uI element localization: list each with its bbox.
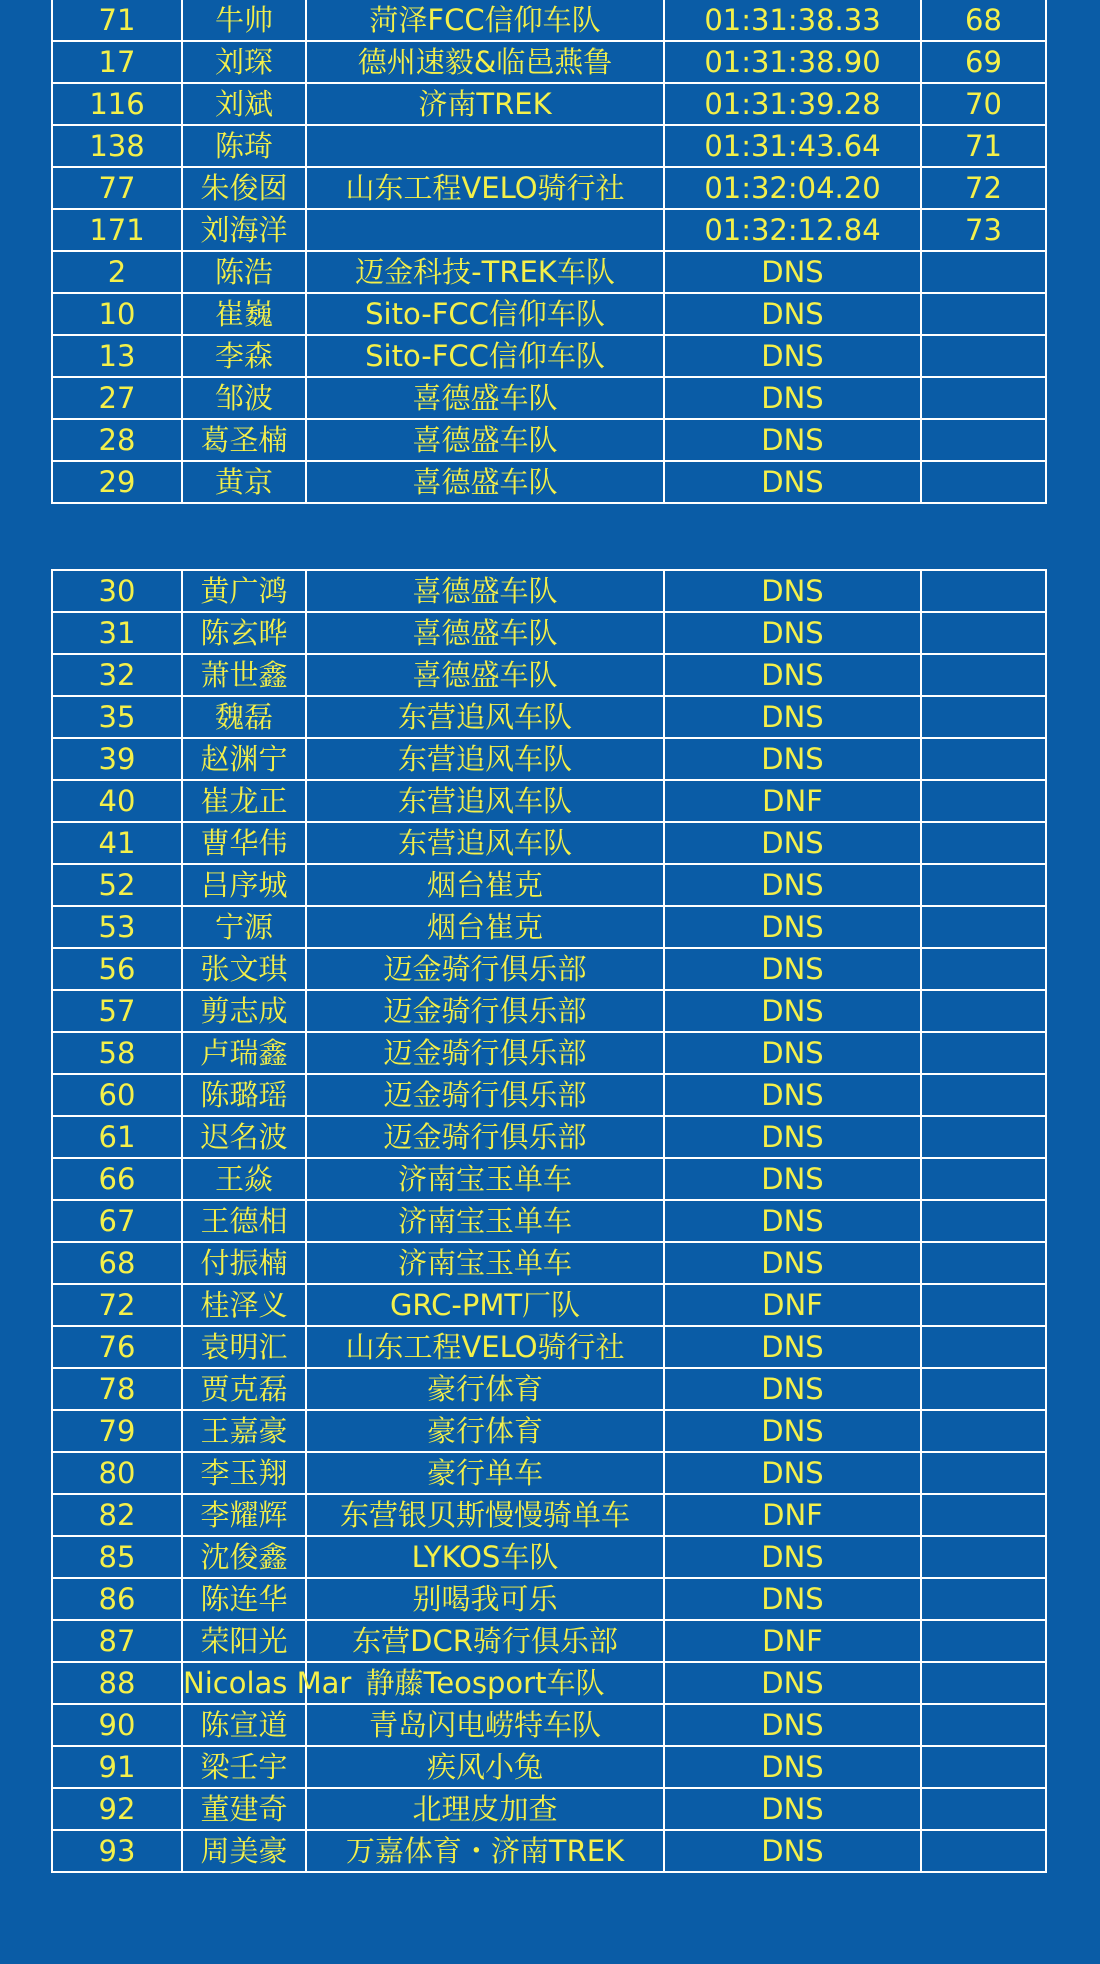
- bib-number-cell: 80: [52, 1452, 182, 1494]
- table-row: [52, 1620, 1046, 1662]
- rider-name-cell: 黄广鸿: [182, 570, 306, 612]
- bib-number-cell: 85: [52, 1536, 182, 1578]
- finish-time-cell: DNF: [664, 780, 921, 822]
- rider-name-cell: 桂泽义: [182, 1284, 306, 1326]
- bib-number-cell: 13: [52, 335, 182, 377]
- table-row: [52, 696, 1046, 738]
- team-name-cell: 山东工程VELO骑行社: [306, 167, 664, 209]
- table-row: [52, 822, 1046, 864]
- rank-cell: [921, 1578, 1046, 1620]
- team-name-cell: 豪行单车: [306, 1452, 664, 1494]
- table-row: [52, 1536, 1046, 1578]
- bib-number-cell: 27: [52, 377, 182, 419]
- bib-number-cell: 79: [52, 1410, 182, 1452]
- team-name-cell: [306, 209, 664, 251]
- bib-number-cell: 41: [52, 822, 182, 864]
- finish-time-cell: DNS: [664, 1242, 921, 1284]
- table-row: [52, 1326, 1046, 1368]
- bib-number-cell: 68: [52, 1242, 182, 1284]
- rider-name-cell: 李耀辉: [182, 1494, 306, 1536]
- finish-time-cell: 01:31:39.28: [664, 83, 921, 125]
- finish-time-cell: DNS: [664, 335, 921, 377]
- rider-name-cell: 宁源: [182, 906, 306, 948]
- rider-name-cell: 魏磊: [182, 696, 306, 738]
- finish-time-cell: 01:32:04.20: [664, 167, 921, 209]
- rank-cell: [921, 1662, 1046, 1704]
- finish-time-cell: DNS: [664, 1788, 921, 1830]
- team-name-cell: 喜德盛车队: [306, 570, 664, 612]
- table-row: [52, 1704, 1046, 1746]
- table-row: [52, 41, 1046, 83]
- bib-number-cell: 76: [52, 1326, 182, 1368]
- rank-cell: [921, 948, 1046, 990]
- table-row: [52, 293, 1046, 335]
- rider-name-cell: 梁壬宇: [182, 1746, 306, 1788]
- finish-time-cell: DNS: [664, 1032, 921, 1074]
- rider-name-cell: 王焱: [182, 1158, 306, 1200]
- team-name-cell: 青岛闪电崂特车队: [306, 1704, 664, 1746]
- team-name-cell: 迈金骑行俱乐部: [306, 1032, 664, 1074]
- rank-cell: [921, 251, 1046, 293]
- rider-name-cell: 吕序城: [182, 864, 306, 906]
- team-name-cell: 东营追风车队: [306, 780, 664, 822]
- rank-cell: [921, 1746, 1046, 1788]
- rider-name-cell: Nicolas Mar: [182, 1662, 306, 1704]
- team-name-cell: 东营追风车队: [306, 696, 664, 738]
- team-name-cell: 济南宝玉单车: [306, 1242, 664, 1284]
- rank-cell: [921, 377, 1046, 419]
- finish-time-cell: DNS: [664, 864, 921, 906]
- finish-time-cell: DNS: [664, 822, 921, 864]
- table-row: [52, 738, 1046, 780]
- bib-number-cell: 32: [52, 654, 182, 696]
- rank-cell: [921, 1410, 1046, 1452]
- finish-time-cell: DNS: [664, 1116, 921, 1158]
- rank-cell: [921, 906, 1046, 948]
- finish-time-cell: DNS: [664, 1746, 921, 1788]
- finish-time-cell: DNS: [664, 1158, 921, 1200]
- finish-time-cell: DNF: [664, 1620, 921, 1662]
- rider-name-cell: 崔巍: [182, 293, 306, 335]
- team-name-cell: GRC-PMT厂队: [306, 1284, 664, 1326]
- rank-cell: 69: [921, 41, 1046, 83]
- finish-time-cell: DNS: [664, 251, 921, 293]
- bib-number-cell: 67: [52, 1200, 182, 1242]
- rider-name-cell: 崔龙正: [182, 780, 306, 822]
- finish-time-cell: DNS: [664, 293, 921, 335]
- rider-name-cell: 赵渊宁: [182, 738, 306, 780]
- team-name-cell: 喜德盛车队: [306, 419, 664, 461]
- table-row: [52, 612, 1046, 654]
- results-table-bottom: [51, 569, 1047, 1873]
- rank-cell: [921, 822, 1046, 864]
- team-name-cell: 万嘉体育・济南TREK: [306, 1830, 664, 1872]
- bib-number-cell: 52: [52, 864, 182, 906]
- bib-number-cell: 40: [52, 780, 182, 822]
- rank-cell: [921, 1452, 1046, 1494]
- bib-number-cell: 61: [52, 1116, 182, 1158]
- rank-cell: [921, 1284, 1046, 1326]
- rank-cell: [921, 864, 1046, 906]
- finish-time-cell: DNF: [664, 1284, 921, 1326]
- rank-cell: 71: [921, 125, 1046, 167]
- finish-time-cell: DNS: [664, 1536, 921, 1578]
- bib-number-cell: 93: [52, 1830, 182, 1872]
- finish-time-cell: DNS: [664, 1200, 921, 1242]
- table-row: [52, 1452, 1046, 1494]
- table-row: [52, 1284, 1046, 1326]
- table-row: [52, 1830, 1046, 1872]
- finish-time-cell: DNS: [664, 1368, 921, 1410]
- table-row: [52, 1578, 1046, 1620]
- bib-number-cell: 56: [52, 948, 182, 990]
- bib-number-cell: 72: [52, 1284, 182, 1326]
- rank-cell: [921, 1158, 1046, 1200]
- bib-number-cell: 116: [52, 83, 182, 125]
- bib-number-cell: 71: [52, 0, 182, 41]
- rank-cell: [921, 1620, 1046, 1662]
- rider-name-cell: 黄京: [182, 461, 306, 503]
- rider-name-cell: 陈玄晔: [182, 612, 306, 654]
- rider-name-cell: 沈俊鑫: [182, 1536, 306, 1578]
- table-row: [52, 1788, 1046, 1830]
- table-row: [52, 1662, 1046, 1704]
- rider-name-cell: 朱俊囡: [182, 167, 306, 209]
- rider-name-cell: 刘琛: [182, 41, 306, 83]
- bib-number-cell: 88: [52, 1662, 182, 1704]
- finish-time-cell: DNS: [664, 990, 921, 1032]
- team-name-cell: 山东工程VELO骑行社: [306, 1326, 664, 1368]
- table-row: [52, 461, 1046, 503]
- team-name-cell: 东营银贝斯慢慢骑单车: [306, 1494, 664, 1536]
- table-row: [52, 377, 1046, 419]
- team-name-cell: 济南宝玉单车: [306, 1200, 664, 1242]
- rider-name-cell: 迟名波: [182, 1116, 306, 1158]
- rank-cell: [921, 1494, 1046, 1536]
- bib-number-cell: 29: [52, 461, 182, 503]
- table-row: [52, 1746, 1046, 1788]
- team-name-cell: 东营追风车队: [306, 822, 664, 864]
- bib-number-cell: 30: [52, 570, 182, 612]
- rank-cell: [921, 335, 1046, 377]
- rider-name-cell: 卢瑞鑫: [182, 1032, 306, 1074]
- team-name-cell: 德州速毅&临邑燕鲁: [306, 41, 664, 83]
- rank-cell: [921, 780, 1046, 822]
- finish-time-cell: DNS: [664, 1578, 921, 1620]
- team-name-cell: 迈金骑行俱乐部: [306, 948, 664, 990]
- rider-name-cell: 陈琦: [182, 125, 306, 167]
- table-row: [52, 0, 1046, 41]
- team-name-cell: 济南宝玉单车: [306, 1158, 664, 1200]
- rank-cell: 73: [921, 209, 1046, 251]
- finish-time-cell: DNS: [664, 1662, 921, 1704]
- results-table-top: [51, 0, 1047, 504]
- finish-time-cell: DNS: [664, 419, 921, 461]
- table-row: [52, 251, 1046, 293]
- rider-name-cell: 付振楠: [182, 1242, 306, 1284]
- finish-time-cell: DNS: [664, 906, 921, 948]
- bib-number-cell: 57: [52, 990, 182, 1032]
- finish-time-cell: DNS: [664, 696, 921, 738]
- finish-time-cell: DNS: [664, 570, 921, 612]
- rider-name-cell: 李玉翔: [182, 1452, 306, 1494]
- rank-cell: [921, 1116, 1046, 1158]
- team-name-cell: 东营追风车队: [306, 738, 664, 780]
- team-name-cell: 菏泽FCC信仰车队: [306, 0, 664, 41]
- team-name-cell: 迈金科技-TREK车队: [306, 251, 664, 293]
- table-row: [52, 780, 1046, 822]
- team-name-cell: 静藤Teosport车队: [306, 1662, 664, 1704]
- rank-cell: [921, 1704, 1046, 1746]
- table-row: [52, 1200, 1046, 1242]
- team-name-cell: 迈金骑行俱乐部: [306, 1074, 664, 1116]
- finish-time-cell: DNS: [664, 1410, 921, 1452]
- table-row: [52, 335, 1046, 377]
- finish-time-cell: 01:31:38.33: [664, 0, 921, 41]
- rank-cell: [921, 696, 1046, 738]
- rider-name-cell: 剪志成: [182, 990, 306, 1032]
- rider-name-cell: 陈璐瑶: [182, 1074, 306, 1116]
- finish-time-cell: DNS: [664, 377, 921, 419]
- team-name-cell: 东营DCR骑行俱乐部: [306, 1620, 664, 1662]
- table-row: [52, 209, 1046, 251]
- rider-name-cell: 陈宣道: [182, 1704, 306, 1746]
- bib-number-cell: 53: [52, 906, 182, 948]
- bib-number-cell: 90: [52, 1704, 182, 1746]
- team-name-cell: 喜德盛车队: [306, 654, 664, 696]
- finish-time-cell: DNS: [664, 948, 921, 990]
- table-row: [52, 1368, 1046, 1410]
- team-name-cell: [306, 125, 664, 167]
- rank-cell: 68: [921, 0, 1046, 41]
- finish-time-cell: DNS: [664, 738, 921, 780]
- rider-name-cell: 刘斌: [182, 83, 306, 125]
- rank-cell: [921, 419, 1046, 461]
- team-name-cell: 喜德盛车队: [306, 612, 664, 654]
- bib-number-cell: 60: [52, 1074, 182, 1116]
- rank-cell: [921, 1242, 1046, 1284]
- team-name-cell: 疾风小兔: [306, 1746, 664, 1788]
- table-row: [52, 906, 1046, 948]
- finish-time-cell: 01:31:38.90: [664, 41, 921, 83]
- rank-cell: [921, 1326, 1046, 1368]
- finish-time-cell: DNS: [664, 461, 921, 503]
- bib-number-cell: 39: [52, 738, 182, 780]
- bib-number-cell: 28: [52, 419, 182, 461]
- team-name-cell: 喜德盛车队: [306, 461, 664, 503]
- team-name-cell: 迈金骑行俱乐部: [306, 990, 664, 1032]
- rider-name-cell: 王德相: [182, 1200, 306, 1242]
- bib-number-cell: 10: [52, 293, 182, 335]
- rider-name-cell: 刘海洋: [182, 209, 306, 251]
- bib-number-cell: 35: [52, 696, 182, 738]
- bib-number-cell: 58: [52, 1032, 182, 1074]
- finish-time-cell: DNS: [664, 1704, 921, 1746]
- table-row: [52, 948, 1046, 990]
- rank-cell: [921, 738, 1046, 780]
- team-name-cell: 济南TREK: [306, 83, 664, 125]
- rank-cell: [921, 1788, 1046, 1830]
- rank-cell: [921, 990, 1046, 1032]
- rider-name-cell: 董建奇: [182, 1788, 306, 1830]
- bib-number-cell: 2: [52, 251, 182, 293]
- rank-cell: [921, 293, 1046, 335]
- rank-cell: [921, 1074, 1046, 1116]
- table-row: [52, 1242, 1046, 1284]
- rank-cell: [921, 612, 1046, 654]
- bib-number-cell: 171: [52, 209, 182, 251]
- finish-time-cell: 01:32:12.84: [664, 209, 921, 251]
- team-name-cell: 别喝我可乐: [306, 1578, 664, 1620]
- rider-name-cell: 袁明汇: [182, 1326, 306, 1368]
- rank-cell: [921, 1032, 1046, 1074]
- bib-number-cell: 92: [52, 1788, 182, 1830]
- table-row: [52, 1494, 1046, 1536]
- bib-number-cell: 86: [52, 1578, 182, 1620]
- rider-name-cell: 邹波: [182, 377, 306, 419]
- rider-name-cell: 贾克磊: [182, 1368, 306, 1410]
- rank-cell: [921, 1368, 1046, 1410]
- table-row: [52, 419, 1046, 461]
- finish-time-cell: DNS: [664, 1830, 921, 1872]
- finish-time-cell: DNS: [664, 1074, 921, 1116]
- table-row: [52, 1074, 1046, 1116]
- table-row: [52, 1032, 1046, 1074]
- bib-number-cell: 78: [52, 1368, 182, 1410]
- rider-name-cell: 曹华伟: [182, 822, 306, 864]
- rider-name-cell: 周美豪: [182, 1830, 306, 1872]
- rider-name-cell: 荣阳光: [182, 1620, 306, 1662]
- table-row: [52, 990, 1046, 1032]
- team-name-cell: Sito-FCC信仰车队: [306, 335, 664, 377]
- team-name-cell: Sito-FCC信仰车队: [306, 293, 664, 335]
- table-row: [52, 1116, 1046, 1158]
- team-name-cell: 烟台崔克: [306, 906, 664, 948]
- table-row: [52, 83, 1046, 125]
- rider-name-cell: 陈浩: [182, 251, 306, 293]
- finish-time-cell: DNS: [664, 1452, 921, 1494]
- finish-time-cell: 01:31:43.64: [664, 125, 921, 167]
- bib-number-cell: 87: [52, 1620, 182, 1662]
- bib-number-cell: 91: [52, 1746, 182, 1788]
- team-name-cell: 迈金骑行俱乐部: [306, 1116, 664, 1158]
- table-row: [52, 654, 1046, 696]
- rank-cell: [921, 654, 1046, 696]
- rank-cell: [921, 570, 1046, 612]
- team-name-cell: LYKOS车队: [306, 1536, 664, 1578]
- team-name-cell: 豪行体育: [306, 1410, 664, 1452]
- bib-number-cell: 17: [52, 41, 182, 83]
- table-row: [52, 125, 1046, 167]
- rider-name-cell: 李森: [182, 335, 306, 377]
- team-name-cell: 北理皮加查: [306, 1788, 664, 1830]
- finish-time-cell: DNF: [664, 1494, 921, 1536]
- rank-cell: [921, 1200, 1046, 1242]
- rider-name-cell: 葛圣楠: [182, 419, 306, 461]
- rank-cell: 72: [921, 167, 1046, 209]
- rank-cell: [921, 461, 1046, 503]
- bib-number-cell: 82: [52, 1494, 182, 1536]
- team-name-cell: 喜德盛车队: [306, 377, 664, 419]
- bib-number-cell: 31: [52, 612, 182, 654]
- rider-name-cell: 牛帅: [182, 0, 306, 41]
- rider-name-cell: 陈连华: [182, 1578, 306, 1620]
- rider-name-cell: 王嘉豪: [182, 1410, 306, 1452]
- table-row: [52, 570, 1046, 612]
- rider-name-cell: 萧世鑫: [182, 654, 306, 696]
- bib-number-cell: 77: [52, 167, 182, 209]
- table-row: [52, 167, 1046, 209]
- table-row: [52, 1158, 1046, 1200]
- team-name-cell: 豪行体育: [306, 1368, 664, 1410]
- table-row: [52, 864, 1046, 906]
- rank-cell: [921, 1536, 1046, 1578]
- rank-cell: 70: [921, 83, 1046, 125]
- table-row: [52, 1410, 1046, 1452]
- finish-time-cell: DNS: [664, 654, 921, 696]
- rank-cell: [921, 1830, 1046, 1872]
- finish-time-cell: DNS: [664, 612, 921, 654]
- rider-name-cell: 张文琪: [182, 948, 306, 990]
- team-name-cell: 烟台崔克: [306, 864, 664, 906]
- bib-number-cell: 66: [52, 1158, 182, 1200]
- finish-time-cell: DNS: [664, 1326, 921, 1368]
- bib-number-cell: 138: [52, 125, 182, 167]
